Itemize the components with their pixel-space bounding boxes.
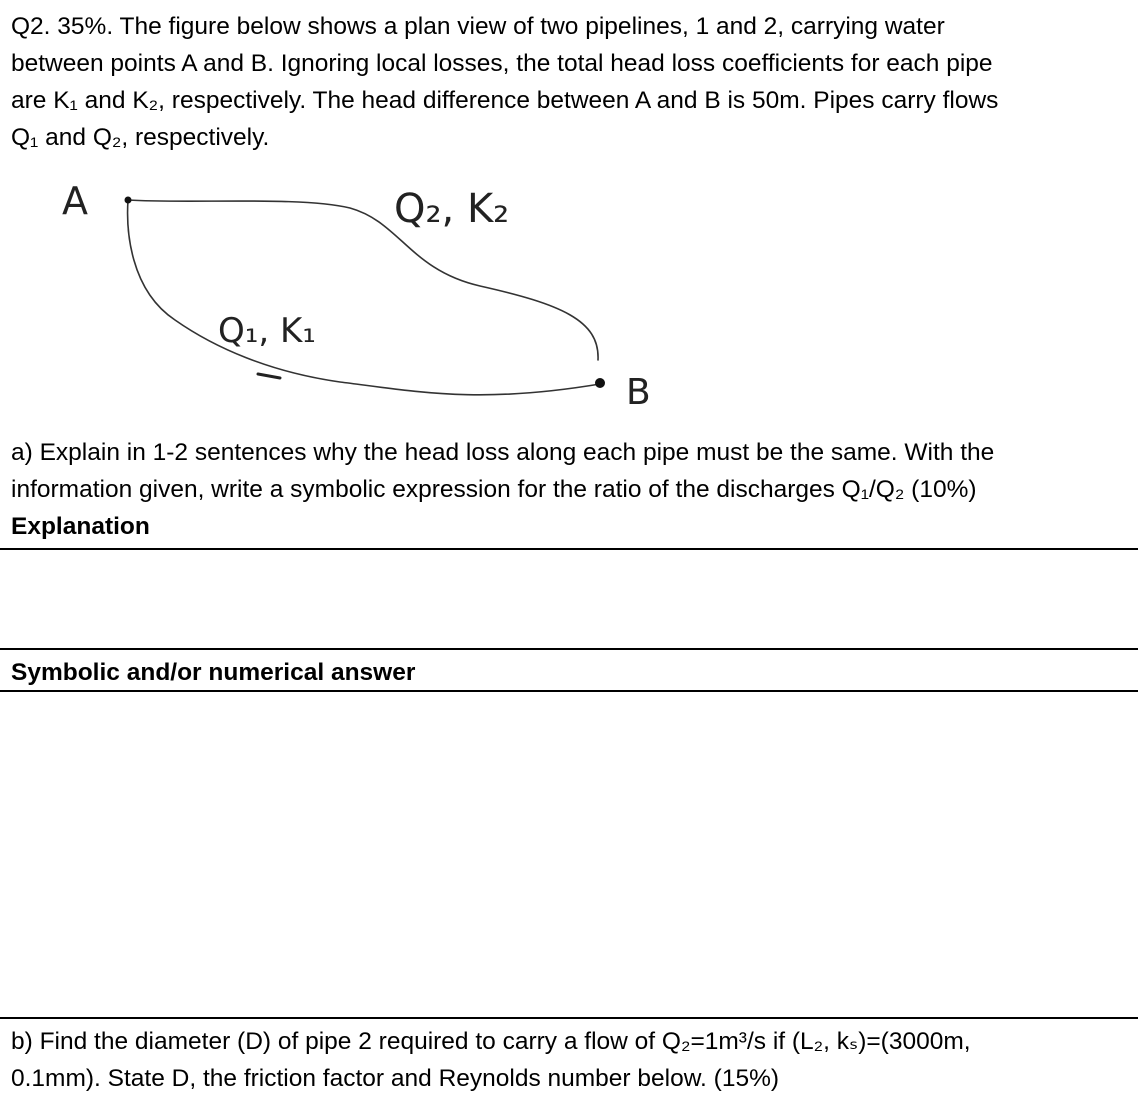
part-b-line-1: b) Find the diameter (D) of pipe 2 required to carry a flow of Q₂=1m³/s if (L₂, kₛ)=(3000m, <box>11 1028 971 1055</box>
point-b-node <box>595 378 605 388</box>
point-a-node <box>125 197 132 204</box>
answer-label: Symbolic and/or numerical answer <box>11 659 416 686</box>
pipe-2-label: Q₂, K₂ <box>394 186 510 232</box>
question-text <box>11 8 1131 156</box>
part-b-top-rule <box>0 1017 1138 1019</box>
question-line-4: Q₁ and Q₂, respectively. <box>11 124 270 151</box>
part-b-line-2: 0.1mm). State D, the friction factor and Reynolds number below. (15%) <box>11 1065 780 1092</box>
answer-top-rule <box>0 648 1138 650</box>
pipe-1-mark <box>258 374 280 378</box>
pipe-1-line <box>128 200 600 395</box>
point-b-label: B <box>626 372 651 413</box>
question-line-3: are K₁ and K₂, respectively. The head difference between A and B is 50m. Pipes carry flows <box>11 87 999 114</box>
explanation-answer-area[interactable] <box>0 550 1138 648</box>
pipeline-diagram <box>0 160 1138 420</box>
part-a-text <box>11 434 1131 508</box>
question-line-1: Q2. 35%. The figure below shows a plan view of two pipelines, 1 and 2, carrying water <box>11 13 945 40</box>
symbolic-answer-area[interactable] <box>0 692 1138 1016</box>
part-a-line-2: information given, write a symbolic expression for the ratio of the discharges Q₁/Q₂ (10%) <box>11 476 977 503</box>
part-b-text <box>11 1023 1131 1097</box>
part-a-line-1: a) Explain in 1-2 sentences why the head loss along each pipe must be the same. With the <box>11 439 995 466</box>
pipe-2-line <box>128 200 598 360</box>
point-a-label: A <box>62 179 88 223</box>
explanation-label: Explanation <box>11 513 150 540</box>
pipe-1-label: Q₁, K₁ <box>218 311 316 351</box>
question-line-2: between points A and B. Ignoring local losses, the total head loss coefficients for each pipe <box>11 50 993 77</box>
